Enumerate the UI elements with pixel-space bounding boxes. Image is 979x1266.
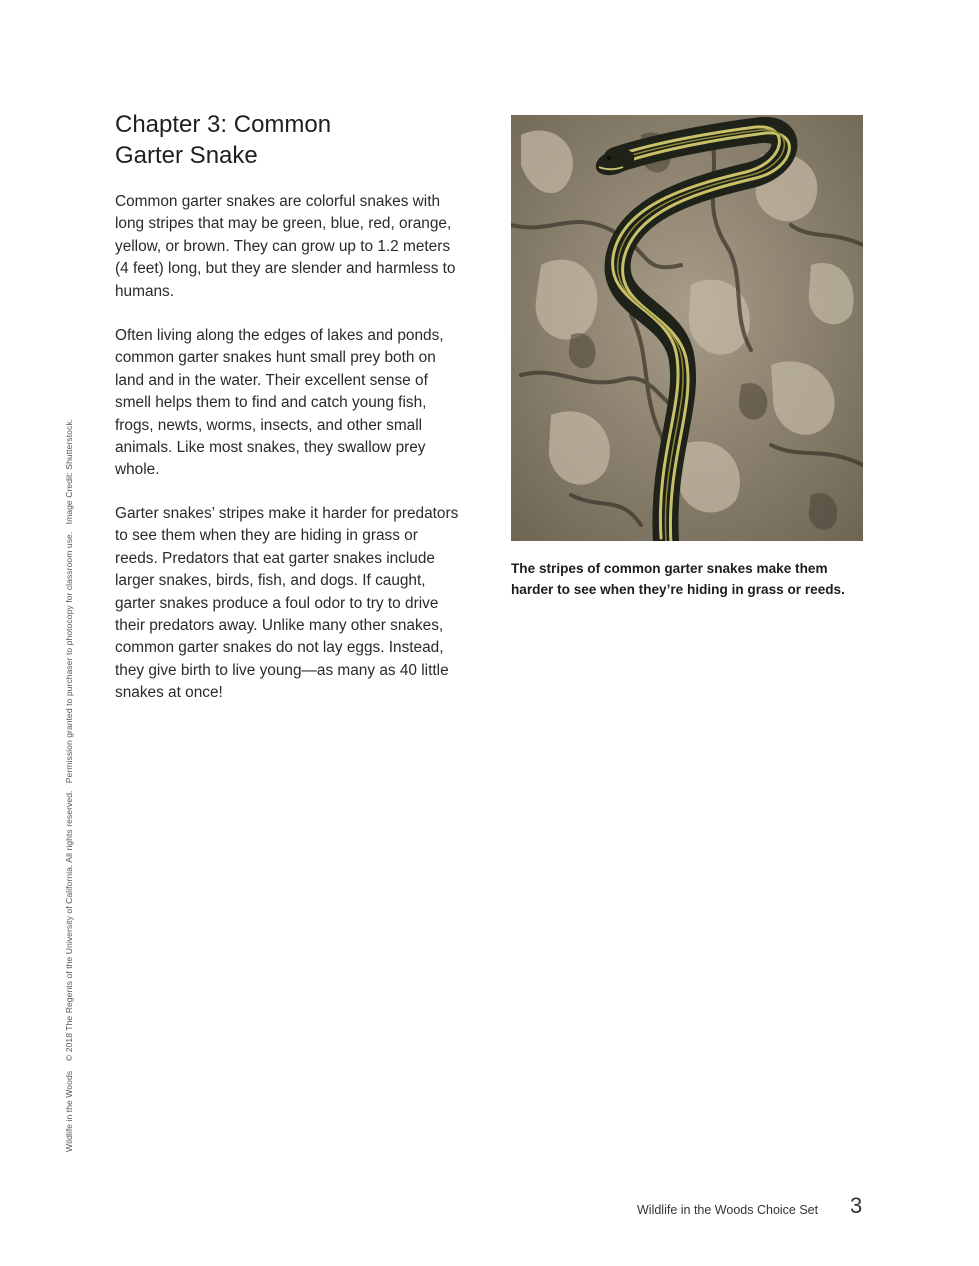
- snake-on-bark-illustration: [511, 115, 863, 541]
- paragraph-habitat: Often living along the edges of lakes and ponds, common garter snakes hunt small prey both on land and in the water. Their excellent sense of smell helps them to find and catch young fish, frogs, newts, worms, insects, and other small animals. Like most snakes, they swallow prey whole.: [115, 327, 444, 479]
- photo-caption: The stripes of common garter snakes make them harder to see when they’re hiding in grass or reeds.: [511, 561, 845, 597]
- garter-snake-photo: [511, 115, 863, 541]
- copyright-credit: Wildlife in the Woods © 2018 The Regents of the University of California. All rights reserved. Permission granted to purchaser to photocopy for classroom use. Image Credit: Shutterstock.: [64, 418, 74, 1152]
- chapter-title: Chapter 3: Common Garter Snake: [115, 111, 332, 169]
- paragraph-defense: Garter snakes’ stripes make it harder for predators to see them when they are hiding in grass or reeds. Predators that eat garter snakes include larger snakes, birds, fish, and dogs. If caught, garter snakes produce a foul odor to try to drive their predators away. Unlike many other snakes, common garter snakes do not lay eggs. Instead, they give birth to live young—as many as 40 little snakes at once!: [115, 505, 459, 702]
- page-number: 3: [850, 1193, 863, 1218]
- paragraph-description: Common garter snakes are colorful snakes with long stripes that may be green, blue, red, orange, yellow, or brown. They can grow up to 1.2 meters (4 feet) long, but they are slender and harmless to humans.: [115, 193, 456, 300]
- footer-set-name: Wildlife in the Woods Choice Set: [637, 1203, 819, 1217]
